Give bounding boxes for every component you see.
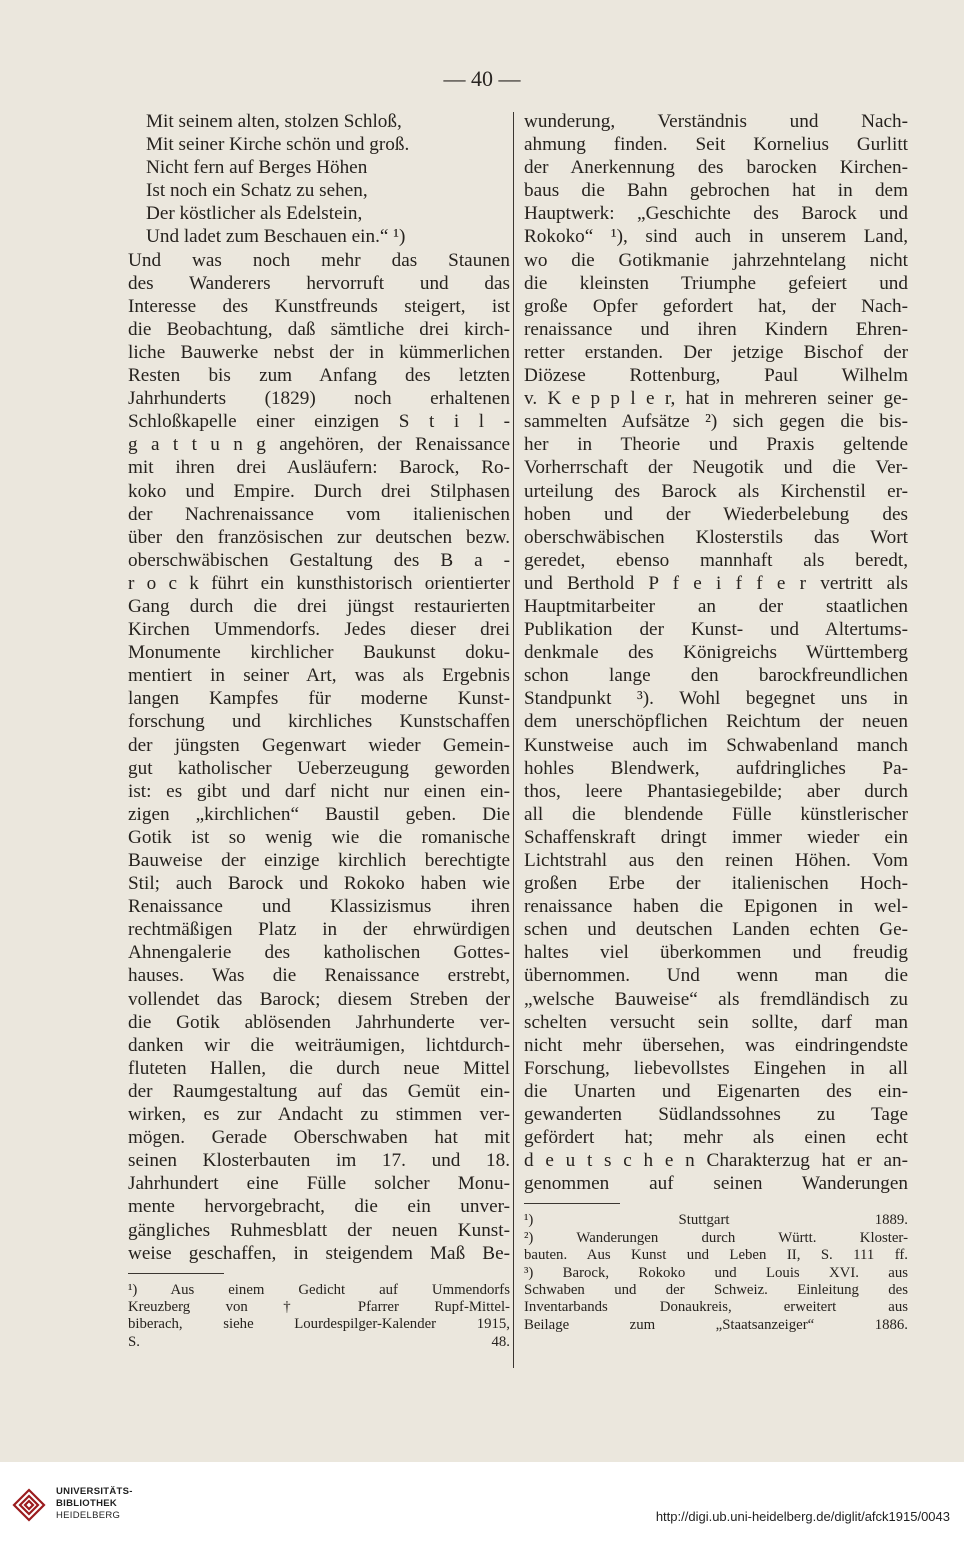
text-line: sammelten Aufsätze ²) sich gegen die bis- (524, 411, 908, 433)
library-name[interactable] (56, 1486, 133, 1522)
text-line: übernommen. Und wenn man die (524, 965, 908, 987)
text-line: langen Kampfes für moderne Kunst- (128, 688, 510, 710)
text-line: Der köstlicher als Edelstein, (146, 203, 363, 225)
left-body-text (128, 249, 510, 1265)
text-line: danken wir die weiträumigen, lichtdurch- (128, 1034, 510, 1056)
text-line: Hauptwerk: „Geschichte des Barock und (524, 203, 908, 225)
text-line: mögen. Gerade Oberschwaben hat mit (128, 1127, 510, 1149)
text-line: Monumente kirchlicher Baukunst doku- (128, 642, 510, 664)
viewer-footer (0, 1462, 964, 1556)
text-line: ¹) Aus einem Gedicht auf Ummendorfs (128, 1281, 510, 1298)
text-line: Vorherrschaft der Neugotik und die Ver- (524, 457, 908, 479)
text-line: liche Bauwerke nebst der in kümmerlichen (128, 341, 510, 363)
text-line: mit ihren drei Ausläufern: Barock, Ro- (128, 457, 510, 479)
text-line: vollendet das Barock; diesem Streben der (128, 988, 510, 1010)
column-divider (513, 112, 514, 1368)
text-line: Diözese Rottenburg, Paul Wilhelm (524, 365, 908, 387)
text-line: g a t t u n g angehören, der Renaissance (128, 434, 510, 456)
text-line: der Raumgestaltung auf das Gemüt ein- (128, 1080, 510, 1102)
text-line: zigen „kirchlichen“ Baustil geben. Die (128, 803, 510, 825)
text-line: ³) Barock, Rokoko und Louis XVI. aus (524, 1264, 908, 1281)
text-line: der jüngsten Gegenwart wieder Gemein- (128, 734, 510, 756)
text-line: des Wanderers hervorruft und das (128, 272, 510, 294)
text-line: ahmung finden. Seit Kornelius Gurlitt (524, 134, 908, 156)
text-line: schon lange den barockfreundlichen (524, 665, 908, 687)
text-line: und Berthold P f e i f f e r vertritt als (524, 572, 908, 594)
text-line: Standpunkt ³). Wohl begegnet uns in (524, 688, 908, 710)
footnote-divider (524, 1203, 620, 1204)
text-line: Und ladet zum Beschauen ein.“ ¹) (146, 226, 406, 248)
text-line: wirken, es zur Andacht zu stimmen ver- (128, 1104, 510, 1126)
text-line: r o c k führt ein kunsthistorisch orientierter (128, 572, 510, 594)
text-line: S. 48. (128, 1333, 510, 1350)
text-line: oberschwäbischen Gestaltung des B a - (128, 549, 510, 571)
right-column (524, 110, 908, 1334)
right-footnotes (524, 1212, 908, 1334)
text-line: Gang durch die drei jüngst restaurierten (128, 595, 510, 617)
text-line: Ahnengalerie des katholischen Gottes- (128, 942, 510, 964)
text-line: Renaissance und Klassizismus ihren (128, 896, 510, 918)
page-url-link[interactable]: http://digi.ub.uni-heidelberg.de/diglit/afck1915/0043 (655, 1509, 950, 1524)
text-line: Beilage zum „Staatsanzeiger“ 1886. (524, 1316, 908, 1333)
text-line: Ist noch ein Schatz zu sehen, (146, 180, 368, 202)
text-line: ist: es gibt und darf nicht nur einen ein- (128, 780, 510, 802)
text-line: Resten bis zum Anfang des letzten (128, 365, 510, 387)
text-line: „welsche Bauweise“ als fremdländisch zu (524, 988, 908, 1010)
text-line: Kunstweise auch im Schwabenland manch (524, 734, 908, 756)
text-line: Rokoko“ ¹), sind auch in unserem Land, (524, 226, 908, 248)
text-line: ²) Wanderungen durch Württ. Kloster- (524, 1229, 908, 1246)
text-line: schelten versucht sein sollte, darf man (524, 1011, 908, 1033)
text-line: koko und Empire. Durch drei Stilphasen (128, 480, 510, 502)
text-line: großen Erbe der italienischen Hoch- (524, 873, 908, 895)
text-line: gut katholischer Ueberzeugung geworden (128, 757, 510, 779)
text-line: weise geschaffen, in steigendem Maß Be- (128, 1242, 510, 1264)
text-line: fluteten Hallen, die durch neue Mittel (128, 1057, 510, 1079)
text-line: gängliches Ruhmesblatt der neuen Kunst- (128, 1219, 510, 1241)
text-line: Schwaben und der Schweiz. Einleitung des (524, 1281, 908, 1298)
text-line: Kirchen Ummendorfs. Jedes dieser drei (128, 619, 510, 641)
text-line: Schaffenskraft dringt immer wieder ein (524, 826, 908, 848)
text-line: her in Theorie und Praxis geltende (524, 434, 908, 456)
text-line: gewanderten Südlandssohnes zu Tage (524, 1104, 908, 1126)
text-line: geredet, ebenso mannhaft als beredt, (524, 549, 908, 571)
text-line: der Anerkennung des barocken Kirchen- (524, 157, 908, 179)
text-line: Bauweise der einzige kirchlich berechtigte (128, 850, 510, 871)
text-line: v. K e p p l e r, hat in mehreren seiner ge- (524, 388, 908, 410)
text-line: baus die Bahn gebrochen hat in dem (524, 180, 908, 202)
text-line: Publikation der Kunst- und Altertums- (524, 619, 908, 641)
page-number: — 40 — (443, 66, 521, 91)
library-name-line: HEIDELBERG (56, 1510, 121, 1521)
text-line: Kreuzberg von † Pfarrer Rupf-Mittel- (128, 1299, 510, 1316)
text-line: wo die Gotikmanie jahrzehntelang nicht (524, 249, 908, 271)
text-line: Forschung, liebevollstes Eingehen in all (524, 1057, 908, 1079)
text-line: ¹) Stuttgart 1889. (524, 1212, 908, 1229)
text-line: Gotik ist so wenig wie die romanische (128, 826, 510, 848)
library-name-line: UNIVERSITÄTS- (56, 1486, 133, 1497)
text-line: mentiert in seiner Art, was als Ergebnis (128, 665, 510, 687)
text-line: genommen auf seinen Wanderungen (524, 1173, 908, 1195)
text-line: wunderung, Verständnis und Nach- (524, 111, 908, 132)
university-logo-icon[interactable] (10, 1486, 48, 1524)
text-line: schen und deutschen Landen echten Ge- (524, 919, 908, 941)
library-name-line: BIBLIOTHEK (56, 1498, 118, 1509)
text-line: Schloßkapelle einer einzigen S t i l - (128, 411, 510, 433)
text-line: renaissance haben die Epigonen in wel- (524, 896, 908, 918)
text-line: Lichtstrahl aus den reinen Höhen. Vom (524, 850, 908, 871)
text-line: Inventarbands Donaukreis, erweitert aus (524, 1299, 908, 1316)
text-line: oberschwäbischen Klosterstils das Wort (524, 526, 908, 548)
text-line: die kleinsten Triumphe gefeiert und (524, 272, 908, 294)
text-line: biberach, siehe Lourdespilger-Kalender 1915, (128, 1316, 510, 1333)
text-line: Jahrhundert eine Fülle solcher Monu- (128, 1173, 510, 1195)
text-line: bauten. Aus Kunst und Leben II, S. 111 ff. (524, 1247, 908, 1264)
text-line: dem unerschöpflichen Reichtum der neuen (524, 711, 908, 733)
text-line: all die blendende Fülle künstlerischer (524, 803, 908, 825)
text-line: mente hervorgebracht, die ein unver- (128, 1196, 510, 1218)
text-line: Hauptmitarbeiter an der staatlichen (524, 595, 908, 617)
text-line: die Beobachtung, daß sämtliche drei kirch- (128, 318, 510, 340)
text-line: nicht mehr übersehen, was eindringendste (524, 1034, 908, 1056)
left-footnotes (128, 1282, 510, 1352)
text-line: Mit seinem alten, stolzen Schloß, (146, 111, 402, 132)
text-line: gefördert hat; mehr als einen echt (524, 1127, 908, 1149)
poem-quote (128, 110, 510, 249)
text-line: Stil; auch Barock und Rokoko haben wie (128, 873, 510, 895)
text-line: denkmale des Königreichs Württemberg (524, 642, 908, 664)
text-line: Jahrhunderts (1829) noch erhaltenen (128, 388, 510, 410)
text-line: forschung und kirchliches Kunstschaffen (128, 711, 510, 733)
text-line: der Nachrenaissance vom italienischen (128, 503, 510, 525)
text-line: die Unarten und Eigenarten des ein- (524, 1080, 908, 1102)
text-line: Mit seiner Kirche schön und groß. (146, 134, 410, 156)
text-line: seinen Klosterbauten im 17. und 18. (128, 1150, 510, 1172)
text-line: die Gotik ablösenden Jahrhunderte ver- (128, 1011, 510, 1033)
text-line: hauses. Was die Renaissance erstrebt, (128, 965, 510, 987)
text-line: haltes viel überkommen und freudig (524, 942, 908, 964)
left-column (128, 110, 510, 1351)
text-line: renaissance und ihren Kindern Ehren- (524, 318, 908, 340)
right-body-text (524, 110, 908, 1195)
text-line: Nicht fern auf Berges Höhen (146, 157, 368, 179)
footnote-divider (128, 1273, 224, 1274)
text-line: rechtmäßigen Platz in der ehrwürdigen (128, 919, 510, 941)
text-line: retter erstanden. Der jetzige Bischof der (524, 341, 908, 363)
text-line: thos, leere Phantasiegebilde; aber durch (524, 780, 908, 802)
text-line: Interesse des Kunstfreunds steigert, ist (128, 295, 510, 317)
text-line: große Opfer gefordert hat, der Nach- (524, 295, 908, 317)
text-line: d e u t s c h e n Charakterzug hat er an- (524, 1150, 908, 1172)
text-line: hohles Blendwerk, aufdringliches Pa- (524, 757, 908, 779)
text-line: hoben und der Wiederbelebung des (524, 503, 908, 525)
text-line: Und was noch mehr das Staunen (128, 249, 510, 271)
text-line: über den französischen zur deutschen bezw. (128, 526, 510, 548)
text-line: urteilung des Barock als Kirchenstil er- (524, 480, 908, 502)
